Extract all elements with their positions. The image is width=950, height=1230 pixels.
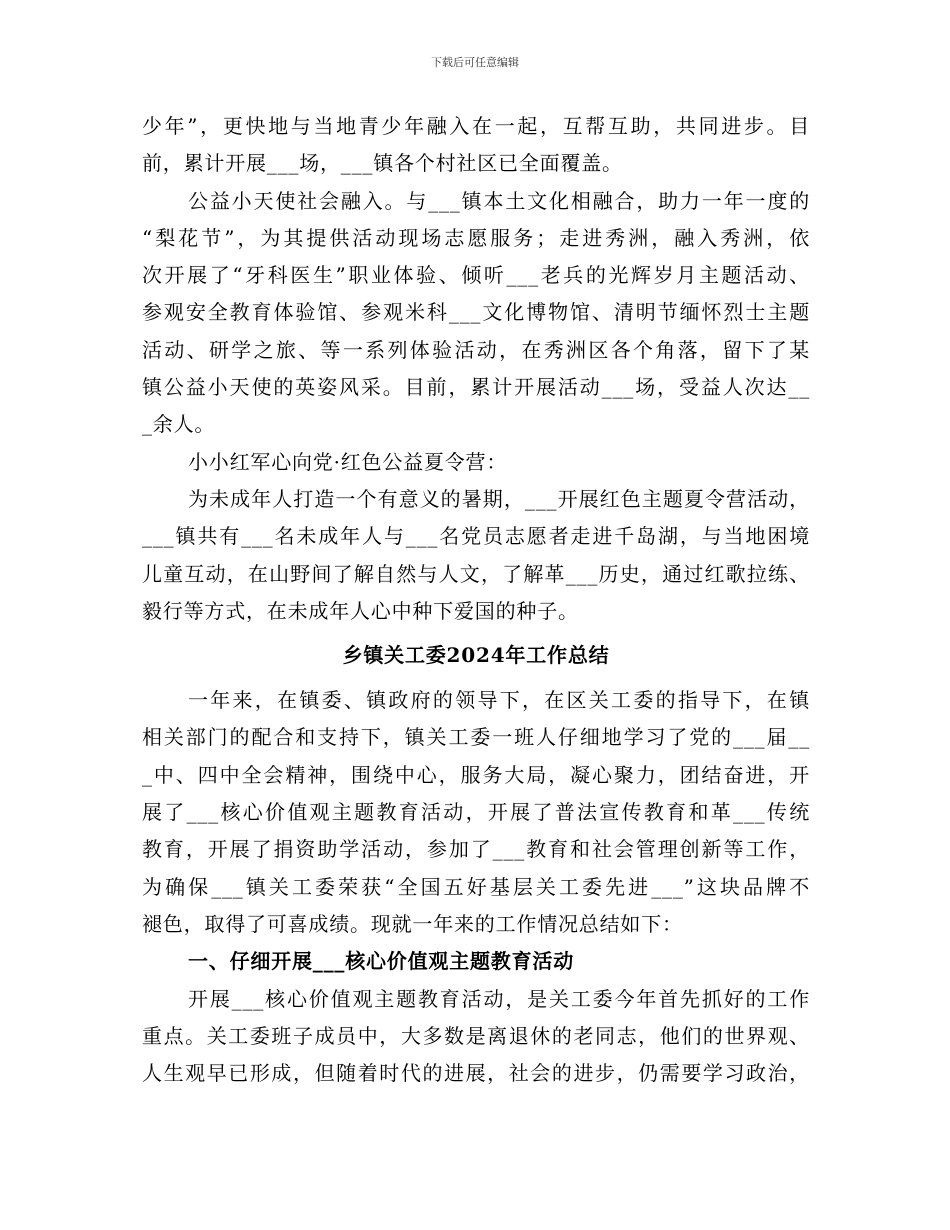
paragraph-line: _中、四中全会精神，围绕中心，服务大局，凝心聚力，团结奋进，开 [142,762,810,787]
paragraph-line: 为确保___镇关工委荣获“全国五好基层关工委先进___”这块品牌不 [142,874,810,899]
section-label: 小小红军心向党·红色公益夏令营： [188,449,508,474]
paragraph-line: 教育，开展了捐资助学活动，参加了___教育和社会管理创新等工作， [142,837,810,862]
paragraph-line: 为未成年人打造一个有意义的暑期，___开展红色主题夏令营活动， [188,486,810,511]
paragraph-line: _余人。 [142,412,216,437]
paragraph-line: “梨花节”，为其提供活动现场志愿服务；走进秀洲，融入秀洲，依 [142,225,810,250]
document-body [142,108,810,1092]
section-heading: 一、仔细开展___核心价值观主题教育活动 [188,949,574,974]
paragraph-line: 人生观早已形成，但随着时代的进展，社会的进步，仍需要学习政治， [142,1061,810,1086]
paragraph-line: 参观安全教育体验馆、参观米科___文化博物馆、清明节缅怀烈士主题 [142,300,810,325]
paragraph-line: 儿童互动，在山野间了解自然与人文，了解革___历史，通过红歌拉练、 [142,561,810,586]
paragraph-line: 展了___核心价值观主题教育活动，开展了普法宣传教育和革___传统 [142,800,810,825]
paragraph-line: 毅行等方式，在未成年人心中种下爱国的种子。 [142,598,579,623]
page-header: 下载后可任意编辑 [431,56,519,69]
paragraph-line: 次开展了“牙科医生”职业体验、倾听___老兵的光辉岁月主题活动、 [142,263,810,288]
paragraph-line: 相关部门的配合和支持下，镇关工委一班人仔细地学习了党的___届__ [142,725,810,750]
paragraph-line: 镇公益小天使的英姿风采。目前，累计开展活动___场，受益人次达__ [142,375,810,400]
paragraph-line: 公益小天使社会融入。与___镇本土文化相融合，助力一年一度的 [188,188,810,213]
document-title: 乡镇关工委2024年工作总结 [342,643,610,668]
paragraph-line: 一年来，在镇委、镇政府的领导下，在区关工委的指导下，在镇 [188,688,810,713]
paragraph-line: 开展___核心价值观主题教育活动，是关工委今年首先抓好的工作 [188,986,810,1011]
paragraph-line: 褪色，取得了可喜成绩。现就一年来的工作情况总结如下： [142,911,683,936]
paragraph-line: 活动、研学之旅、等一系列体验活动，在秀洲区各个角落，留下了某 [142,337,810,362]
paragraph-line: ___镇共有___名未成年人与___名党员志愿者走进千岛湖，与当地困境 [142,524,810,549]
paragraph-line: 重点。关工委班子成员中，大多数是离退休的老同志，他们的世界观、 [142,1023,810,1048]
paragraph-line: 前，累计开展___场，___镇各个村社区已全面覆盖。 [142,151,623,176]
paragraph-line: 少年”，更快地与当地青少年融入在一起，互帮互助，共同进步。目 [142,114,810,138]
